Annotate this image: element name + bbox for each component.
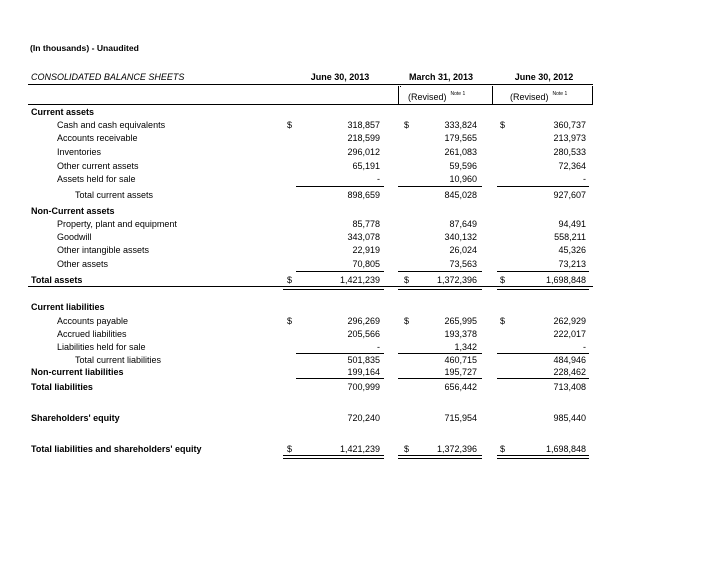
- cell-gw-jun2013: 343,078: [347, 232, 380, 242]
- cell-tlse-mar2013: 1,372,396: [436, 444, 477, 454]
- cell-ppe-jun2013: 85,778: [352, 219, 380, 229]
- col-divider-3: [592, 86, 593, 104]
- header-rule: [28, 84, 593, 85]
- cell-se-jun2012: 985,440: [553, 413, 586, 423]
- row-label-ta: Total assets: [31, 275, 83, 285]
- cell-tlse-jun2012: 1,698,848: [545, 444, 586, 454]
- cell-ar-mar2013: 179,565: [444, 133, 477, 143]
- cell-oca-jun2013: 65,191: [352, 161, 380, 171]
- subtotal-rule: [296, 271, 384, 272]
- currency-symbol: $: [500, 316, 506, 326]
- cell-ahfs-jun2012: -: [583, 174, 586, 184]
- row-label-oia: Other intangible assets: [57, 245, 150, 255]
- subtotal-rule: [497, 271, 589, 272]
- cell-tlse-jun2013: 1,421,239: [339, 444, 380, 454]
- cell-gw-jun2012: 558,211: [554, 232, 586, 242]
- cell-ppe-mar2013: 87,649: [449, 219, 477, 229]
- cell-cash-jun2013: 318,857: [347, 120, 380, 130]
- row-label-cash: Cash and cash equivalents: [57, 120, 166, 130]
- cell-oa-mar2013: 73,563: [449, 259, 477, 269]
- cell-lhfs-jun2013: -: [377, 342, 380, 352]
- currency-symbol: $: [500, 275, 506, 285]
- cell-oca-mar2013: 59,596: [449, 161, 477, 171]
- cell-tcl-mar2013: 460,715: [444, 355, 477, 365]
- cell-ncl-jun2013: 199,164: [347, 367, 380, 377]
- row-label-oca: Other current assets: [57, 161, 139, 171]
- row-label-tcl: Total current liabilities: [75, 355, 162, 365]
- cell-oia-jun2012: 45,326: [558, 245, 586, 255]
- cell-tl-jun2012: 713,408: [553, 382, 586, 392]
- row-label-ar: Accounts receivable: [57, 133, 138, 143]
- total-double-rule: [283, 455, 384, 459]
- cell-inv-jun2013: 296,012: [347, 147, 380, 157]
- col-divider-2: [492, 86, 493, 104]
- cell-oa-jun2012: 73,213: [558, 259, 586, 269]
- row-label-tlse: Total liabilities and shareholders' equity: [31, 444, 202, 454]
- cell-inv-mar2013: 261,083: [444, 147, 477, 157]
- cell-ta-jun2013: 1,421,239: [339, 275, 380, 285]
- cell-tca-mar2013: 845,028: [444, 190, 477, 200]
- row-label-inv: Inventories: [57, 147, 102, 157]
- cell-oia-jun2013: 22,919: [352, 245, 380, 255]
- cell-ap-jun2012: 262,929: [553, 316, 586, 326]
- cell-oia-mar2013: 26,024: [449, 245, 477, 255]
- currency-symbol: $: [500, 120, 506, 130]
- cell-tca-jun2013: 898,659: [347, 190, 380, 200]
- cell-tcl-jun2012: 484,946: [553, 355, 586, 365]
- cell-ap-jun2013: 296,269: [347, 316, 380, 326]
- row-label-se: Shareholders' equity: [31, 413, 120, 423]
- cell-ar-jun2013: 218,599: [347, 133, 380, 143]
- subtotal-rule: [296, 378, 384, 379]
- cell-tl-jun2013: 700,999: [347, 382, 380, 392]
- units-note: (In thousands) - Unaudited: [30, 43, 139, 53]
- currency-symbol: $: [404, 316, 410, 326]
- cell-tl-mar2013: 656,442: [444, 382, 477, 392]
- currency-symbol: $: [404, 275, 410, 285]
- cell-ahfs-jun2013: -: [377, 174, 380, 184]
- cell-inv-jun2012: 280,533: [553, 147, 586, 157]
- subtotal-rule: [296, 186, 384, 187]
- section-noncurrent-assets: Non-Current assets: [31, 206, 115, 216]
- currency-symbol: $: [287, 316, 293, 326]
- col-header-june-2012: June 30, 2012: [514, 72, 574, 82]
- cell-se-jun2013: 720,240: [347, 413, 380, 423]
- currency-symbol: $: [404, 444, 410, 454]
- currency-symbol: $: [500, 444, 506, 454]
- cell-lhfs-mar2013: 1,342: [454, 342, 477, 352]
- cell-tcl-jun2013: 501,835: [347, 355, 380, 365]
- col-divider-1: [398, 86, 399, 104]
- row-label-ap: Accounts payable: [57, 316, 129, 326]
- row-label-tl: Total liabilities: [31, 382, 93, 392]
- section-divider: [28, 286, 593, 287]
- col-header-june-2013: June 30, 2013: [310, 72, 370, 82]
- subtotal-rule: [497, 353, 589, 354]
- cell-al-jun2013: 205,566: [347, 329, 380, 339]
- currency-symbol: $: [287, 120, 293, 130]
- row-label-gw: Goodwill: [57, 232, 92, 242]
- cell-ta-jun2012: 1,698,848: [545, 275, 586, 285]
- revised-label-june-2012: (Revised) $^{Note 1}$: [510, 91, 568, 102]
- subtotal-rule: [398, 378, 482, 379]
- cell-ahfs-mar2013: 10,960: [449, 174, 477, 184]
- cell-lhfs-jun2012: -: [583, 342, 586, 352]
- cell-gw-mar2013: 340,132: [444, 232, 477, 242]
- cell-oca-jun2012: 72,364: [558, 161, 586, 171]
- column-header-bottom-rule: [28, 104, 593, 105]
- currency-symbol: $: [287, 275, 293, 285]
- row-label-ppe: Property, plant and equipment: [57, 219, 177, 229]
- cell-ncl-jun2012: 228,462: [553, 367, 586, 377]
- row-label-al: Accrued liabilities: [57, 329, 127, 339]
- cell-ap-mar2013: 265,995: [444, 316, 477, 326]
- row-label-tca: Total current assets: [75, 190, 154, 200]
- row-label-oa: Other assets: [57, 259, 109, 269]
- subtotal-rule: [497, 378, 589, 379]
- cell-al-jun2012: 222,017: [553, 329, 586, 339]
- currency-symbol: $: [287, 444, 293, 454]
- total-double-rule: [398, 455, 482, 459]
- total-double-rule: [497, 455, 589, 459]
- section-current-liabilities: Current liabilities: [31, 302, 105, 312]
- cell-se-mar2013: 715,954: [444, 413, 477, 423]
- section-current-assets: Current assets: [31, 107, 95, 117]
- cell-al-mar2013: 193,378: [444, 329, 477, 339]
- currency-symbol: $: [404, 120, 410, 130]
- row-label-lhfs: Liabilities held for sale: [57, 342, 146, 352]
- cell-ta-mar2013: 1,372,396: [436, 275, 477, 285]
- subtotal-rule: [398, 271, 482, 272]
- row-label-ahfs: Assets held for sale: [57, 174, 136, 184]
- cell-ncl-mar2013: 195,727: [444, 367, 477, 377]
- subtotal-rule: [497, 186, 589, 187]
- revised-label-march-2013: (Revised) $^{Note 1}$: [408, 91, 466, 102]
- row-label-ncl: Non-current liabilities: [31, 367, 124, 377]
- cell-ppe-jun2012: 94,491: [558, 219, 586, 229]
- subtotal-rule: [398, 186, 482, 187]
- cell-oa-jun2013: 70,805: [352, 259, 380, 269]
- cell-cash-mar2013: 333,824: [444, 120, 477, 130]
- statement-title: CONSOLIDATED BALANCE SHEETS: [31, 72, 185, 82]
- cell-ar-jun2012: 213,973: [553, 133, 586, 143]
- cell-tca-jun2012: 927,607: [553, 190, 586, 200]
- subtotal-rule: [398, 353, 482, 354]
- subtotal-rule: [296, 353, 384, 354]
- col-header-march-2013: March 31, 2013: [408, 72, 474, 82]
- cell-cash-jun2012: 360,737: [553, 120, 586, 130]
